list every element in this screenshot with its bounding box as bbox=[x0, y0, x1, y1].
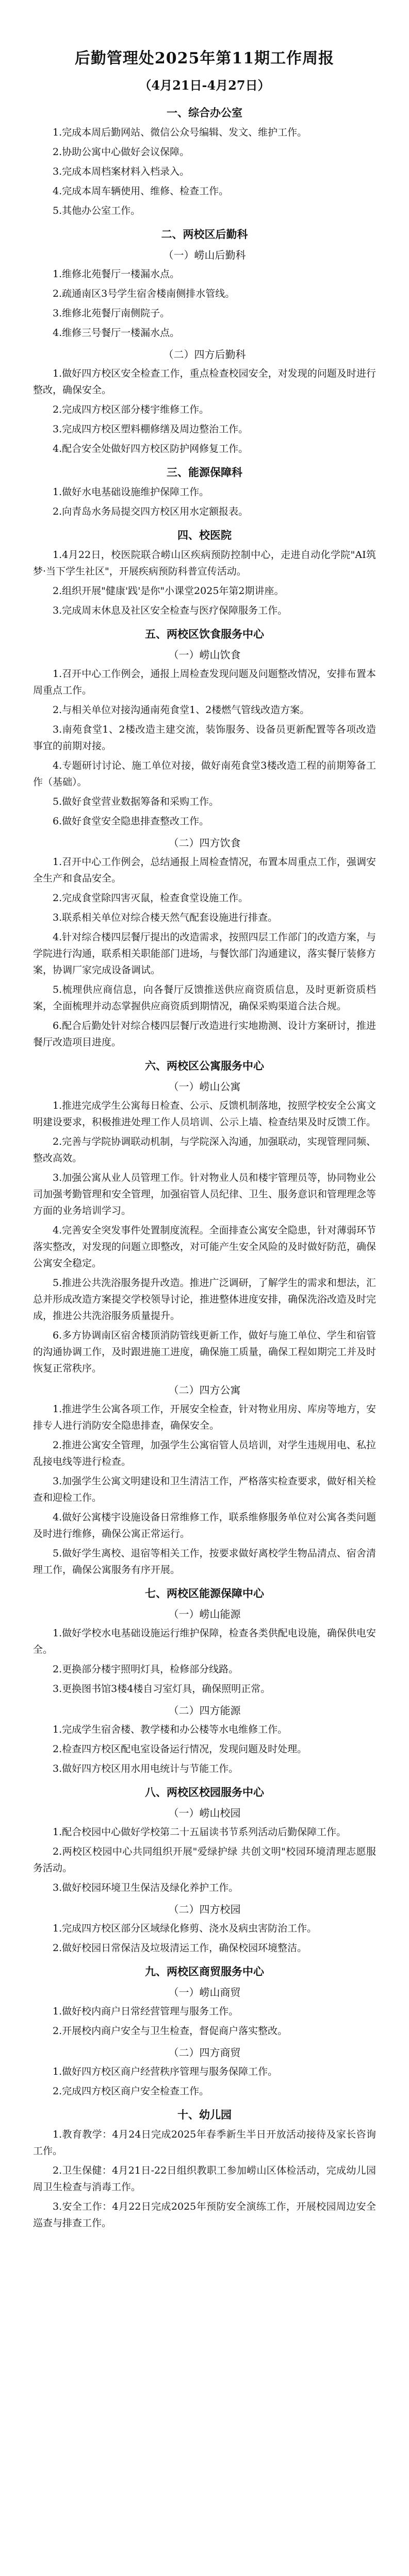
report-paragraph: 3.更换图书馆3楼4楼自习室灯具，确保照明正常。 bbox=[53, 1683, 271, 1694]
report-paragraph: 1.做好学校水电基础设施运行维护保障，检查各类供配电设施，确保供电安全。 bbox=[33, 1628, 376, 1655]
report-paragraph: 4.完善安全突发事件处置制度流程。全面排查公寓安全隐患，针对薄弱环节落实整改，对发现的问题立即整改，对可能产生安全风险的及时做好防范，确保公寓安全稳定。 bbox=[33, 1225, 377, 1269]
report-paragraph: 2.完成食堂除四害灭鼠，检查食堂设施工作。 bbox=[53, 892, 249, 904]
report-paragraph: 4.维修三号餐厅一楼漏水点。 bbox=[53, 327, 180, 338]
section-heading: 二、两校区后勤科 bbox=[161, 228, 248, 241]
report-paragraph: 3.加强公寓从业人员管理工作。针对物业人员和楼宇管理员等，协同物业公司加强考勤管理和安全管理，加强宿管人员纪律、卫生、服务意识和管理理念等方面的业务培训学习。 bbox=[33, 1172, 377, 1216]
subsection-heading: （二）四方公寓 bbox=[168, 1384, 241, 1396]
report-paragraph: 2.完成四方校区商户安全检查工作。 bbox=[53, 2086, 209, 2097]
subsection-heading: （一）崂山商贸 bbox=[168, 1986, 241, 1998]
report-paragraph: 6.做好食堂安全隐患排查整改工作。 bbox=[53, 816, 209, 827]
section-heading: 八、两校区校园服务中心 bbox=[145, 1786, 264, 1799]
report-paragraph: 4.做好公寓楼宇设施设备日常维修工作，联系维修服务单位对公寓各类问题及时进行维修，确保公寓正常运行。 bbox=[33, 1512, 376, 1539]
report-paragraph: 2.卫生保健：4月21日-22日组织教职工参加崂山区体检活动，完成幼儿园周卫生检查与消毒工作。 bbox=[33, 2165, 376, 2193]
report-body bbox=[33, 105, 376, 2231]
report-paragraph: 2.完善与学院协调联动机制，与学院深入沟通，加强联动，实现管理同频、整改高效。 bbox=[33, 1136, 376, 1164]
report-paragraph: 3.安全工作：4月22日完成2025年预防安全演练工作，开展校园周边安全巡查与排查工作。 bbox=[33, 2201, 376, 2229]
report-paragraph: 3.做好四方校区用水用电统计与节能工作。 bbox=[53, 1763, 239, 1774]
report-paragraph: 1.推进完成学生公寓每日检查、公示、反馈机制落地，按照学校安全公寓文明建设要求，积极推进处理工作人员培训、公示上墙、检查结果及时反馈工作。 bbox=[33, 1100, 377, 1128]
report-paragraph: 3.完成四方校区塑料棚修缮及周边整治工作。 bbox=[53, 423, 249, 435]
subsection-heading: （二）四方后勤科 bbox=[163, 348, 246, 361]
report-paragraph: 4.针对综合楼四层餐厅提出的改造需求，按照四层工作部门的改造方案，与学院进行沟通，联系相关职能部门进场，与餐饮部门沟通建议，落实餐厅装修方案，协调厂家完成设备调试。 bbox=[33, 931, 377, 976]
report-paragraph: 1.做好四方校区安全检查工作，重点检查校园安全，对发现的问题及时进行整改，确保安全。 bbox=[33, 368, 376, 396]
report-paragraph: 2.疏通南区3号学生宿舍楼南侧排水管线。 bbox=[53, 288, 235, 299]
report-paragraph: 6.配合后勤处针对综合楼四层餐厅改造进行实地勘测、设计方案研讨，推进餐厅改造项目进度。 bbox=[33, 1020, 376, 1048]
subsection-heading: （一）崂山能源 bbox=[168, 1608, 241, 1620]
report-paragraph: 2.做好校园日常保洁及垃圾清运工作，确保校园环境整洁。 bbox=[53, 1942, 307, 1954]
report-paragraph: 1.做好四方校区商户经营秩序管理与服务保障工作。 bbox=[53, 2066, 278, 2077]
report-paragraph: 2.检查四方校区配电室设备运行情况，发现问题及时处理。 bbox=[53, 1743, 307, 1755]
report-paragraph: 5.其他办公室工作。 bbox=[53, 205, 141, 216]
subsection-heading: （二）四方饮食 bbox=[168, 837, 241, 849]
report-paragraph: 5.做好学生离校、退宿等相关工作，按要求做好离校学生物品清点、宿舍清理工作，确保公寓服务有序开展。 bbox=[33, 1548, 376, 1575]
report-paragraph: 1.召开中心工作例会，总结通报上周检查情况，布置本周重点工作，强调安全生产和食品安全。 bbox=[33, 856, 376, 884]
report-paragraph: 1.推进学生公寓各项工作，开展安全检查，针对物业用房、库房等地方，安排专人进行消防安全隐患排查，确保安全。 bbox=[33, 1403, 376, 1431]
section-heading: 一、综合办公室 bbox=[167, 106, 242, 119]
subsection-heading: （二）四方校园 bbox=[168, 1903, 241, 1916]
report-paragraph: 1.完成学生宿舍楼、教学楼和办公楼等水电维修工作。 bbox=[53, 1724, 288, 1735]
section-heading: 十、幼儿园 bbox=[177, 2108, 232, 2121]
report-paragraph: 2.组织开展"健康'践'是你"小课堂2025年第2期讲座。 bbox=[53, 585, 284, 597]
report-paragraph: 3.完成周末休息及社区安全检查与医疗保障服务工作。 bbox=[53, 605, 288, 616]
report-paragraph: 2.推进公寓安全管理，加强学生公寓宿管人员培训，对学生违规用电、私拉乱接电线等进行检查。 bbox=[33, 1439, 376, 1467]
report-paragraph: 6.多方协调南区宿舍楼顶消防管线更新工作，做好与施工单位、学生和宿管的沟通协调工作，及时跟进施工进度，确保施工质量，确保工程如期完工并及时恢复正常秩序。 bbox=[33, 1330, 377, 1374]
report-paragraph: 2.两校区校园中心共同组织开展"爱绿护绿 共创文明"校园环境清理志愿服务活动。 bbox=[33, 1846, 376, 1874]
report-paragraph: 3.加强学生公寓文明建设和卫生清洁工作，严格落实检查要求，做好相关检查和迎检工作。 bbox=[33, 1476, 376, 1503]
report-paragraph: 4.完成本周车辆使用、维修、检查工作。 bbox=[53, 185, 229, 197]
report-paragraph: 4.专题研讨讨论、施工单位对接，做好南苑食堂3楼改造工程的前期筹备工作（基础）。 bbox=[33, 760, 376, 788]
section-heading: 五、两校区饮食服务中心 bbox=[145, 628, 264, 640]
subsection-heading: （一）崂山公寓 bbox=[168, 1080, 241, 1093]
report-paragraph: 3.维修北苑餐厅南侧院子。 bbox=[53, 308, 170, 319]
report-title: 后勤管理处2025年第11期工作周报 bbox=[74, 49, 335, 67]
report-paragraph: 1.教育教学：4月24日完成2025年春季新生半日开放活动接待及家长咨询工作。 bbox=[33, 2129, 376, 2157]
report-paragraph: 3.联系相关单位对综合楼天然气配套设施进行排查。 bbox=[53, 912, 278, 923]
report-paragraph: 2.开展校内商户安全与卫生检查，督促商户落实整改。 bbox=[53, 2025, 288, 2037]
section-heading: 四、校医院 bbox=[177, 529, 232, 541]
report-paragraph: 1.完成四方校区部分区域绿化修剪、浇水及病虫害防治工作。 bbox=[53, 1923, 317, 1934]
report-paragraph: 3.南苑食堂1、2楼改造主建交流，装饰服务、设备员更新配置等各项改造事宜的前期对接。 bbox=[33, 724, 376, 752]
section-heading: 三、能源保障科 bbox=[167, 466, 242, 479]
section-heading: 九、两校区商贸服务中心 bbox=[145, 1965, 264, 1978]
report-paragraph: 2.更换部分楼宇照明灯具，检修部分线路。 bbox=[53, 1664, 239, 1675]
report-paragraph: 2.向青岛水务局提交四方校区用水定额报表。 bbox=[53, 506, 249, 517]
report-date-range: （4月21日-4月27日） bbox=[139, 78, 270, 93]
report-paragraph: 1.召开中心工作例会，通报上周检查发现问题及问题整改情况，安排布置本周重点工作。 bbox=[33, 668, 376, 696]
report-paragraph: 2.与相关单位对接沟通南苑食堂1、2楼燃气管线改造方案。 bbox=[53, 704, 310, 716]
subsection-heading: （一）崂山校园 bbox=[168, 1807, 241, 1819]
report-paragraph: 1.做好校内商户日常经营管理与服务工作。 bbox=[53, 2006, 239, 2017]
report-paragraph: 5.做好食堂营业数据筹备和采购工作。 bbox=[53, 796, 219, 807]
report-paragraph: 4.配合安全处做好四方校区防护网修复工作。 bbox=[53, 443, 249, 454]
report-paragraph: 1.完成本周后勤网站、微信公众号编辑、发文、维护工作。 bbox=[53, 127, 307, 138]
subsection-heading: （一）崂山饮食 bbox=[168, 649, 241, 661]
report-paragraph: 5.推进公共洗浴服务提升改造。推进广泛调研，了解学生的需求和想法，汇总并形成改造方案提交学校领导讨论，推进整体进度安排，确保洗浴改造及时完成，推进公共洗浴服务质量提升。 bbox=[33, 1277, 377, 1321]
report-paragraph: 2.协助公寓中心做好会议保障。 bbox=[53, 146, 190, 158]
report-paragraph: 1.4月22日，校医院联合崂山区疾病预防控制中心，走进自动化学院"AI筑梦·当下学生社区"，开展疾病预防科普宣传活动。 bbox=[33, 549, 376, 577]
report-paragraph: 3.做好校园环境卫生保洁及绿化养护工作。 bbox=[53, 1882, 239, 1893]
report-paragraph: 5.梳理供应商信息，向各餐厅反馈推送供应商资质信息，及时更新资质档案，全面梳理并动态掌握供应商资质到期情况，确保采购渠道合法合规。 bbox=[33, 984, 376, 1012]
section-heading: 六、两校区公寓服务中心 bbox=[145, 1059, 264, 1072]
subsection-heading: （一）崂山后勤科 bbox=[163, 249, 246, 261]
subsection-heading: （二）四方能源 bbox=[168, 1704, 241, 1717]
subsection-heading: （二）四方商贸 bbox=[168, 2046, 241, 2059]
report-paragraph: 3.完成本周档案材料入档录入。 bbox=[53, 166, 190, 177]
section-heading: 七、两校区能源保障中心 bbox=[145, 1587, 264, 1600]
report-paragraph: 1.做好水电基础设施维护保障工作。 bbox=[53, 486, 209, 498]
report-paragraph: 2.完成四方校区部分楼宇维修工作。 bbox=[53, 404, 209, 415]
report-paragraph: 1.维修北苑餐厅一楼漏水点。 bbox=[53, 268, 180, 280]
report-paragraph: 1.配合校园中心做好学校第二十五届读书节系列活动后勤保障工作。 bbox=[53, 1826, 347, 1838]
